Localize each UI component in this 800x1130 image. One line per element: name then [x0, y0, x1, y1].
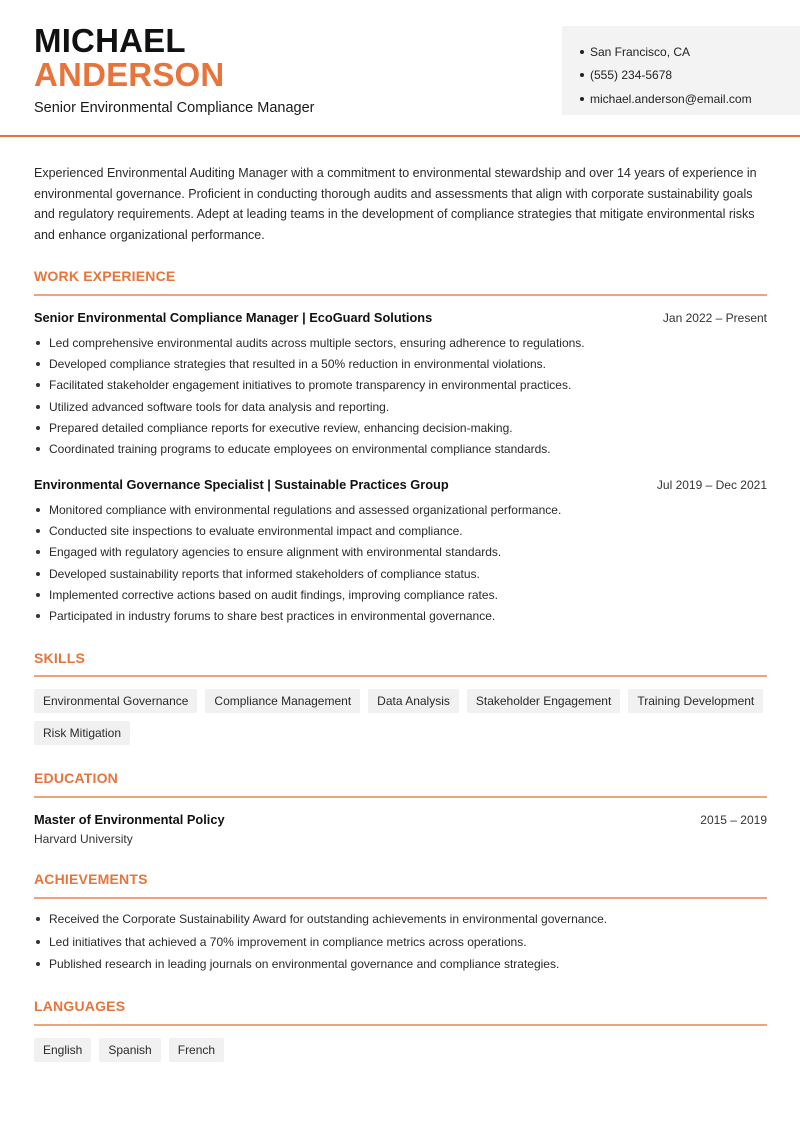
bullet-icon: [36, 508, 40, 512]
last-name: ANDERSON: [34, 56, 225, 93]
bullet-icon: [580, 97, 584, 101]
bullet-text: Conducted site inspections to evaluate environmental impact and compliance.: [49, 523, 463, 538]
section-divider: [34, 675, 767, 677]
list-item: [34, 332, 767, 353]
contact-text: San Francisco, CA: [590, 44, 691, 59]
bullet-text: Utilized advanced software tools for data analysis and reporting.: [49, 399, 390, 414]
bullet-text: Engaged with regulatory agencies to ensure alignment with environmental standards.: [49, 545, 502, 560]
job-dates: Jan 2022 – Present: [662, 311, 767, 325]
bullet-icon: [36, 593, 40, 597]
bullet-text: Monitored compliance with environmental regulations and assessed organizational performance.: [49, 502, 562, 517]
job-role: Senior Environmental Compliance Manager | EcoGuard Solutions: [34, 310, 433, 325]
job-dates: Jul 2019 – Dec 2021: [656, 478, 767, 492]
skill-tag: Risk Mitigation: [34, 721, 130, 745]
list-item: [34, 353, 767, 374]
list-item: [34, 499, 767, 520]
list-item: [34, 396, 767, 417]
bullet-icon: [36, 614, 40, 618]
section-title-education: EDUCATION: [34, 770, 118, 786]
contact-text: (555) 234-5678: [590, 68, 673, 83]
section-title-skills: SKILLS: [34, 650, 85, 666]
bullet-icon: [36, 550, 40, 554]
bullet-text: Prepared detailed compliance reports for executive review, enhancing decision-making.: [49, 420, 513, 435]
language-tag: French: [169, 1038, 224, 1062]
skill-tag: Environmental Governance: [34, 689, 197, 713]
education-school: Harvard University: [34, 832, 133, 846]
bullet-text: Implemented corrective actions based on audit findings, improving compliance rates.: [49, 587, 498, 602]
bullet-icon: [36, 383, 40, 387]
list-item: [34, 605, 767, 626]
section-title-achievements: ACHIEVEMENTS: [34, 871, 148, 887]
section-title-work-experience: WORK EXPERIENCE: [34, 268, 176, 284]
job-header: [34, 310, 767, 325]
bullet-text: Developed sustainability reports that informed stakeholders of compliance status.: [49, 566, 480, 581]
bullet-icon: [36, 405, 40, 409]
bullet-icon: [36, 341, 40, 345]
achievements-list: [34, 908, 767, 976]
list-item: [34, 542, 767, 563]
list-item: [34, 584, 767, 605]
contact-phone: [580, 64, 800, 88]
resume-header: [0, 0, 800, 137]
bullet-icon: [36, 917, 40, 921]
list-item: [34, 908, 767, 931]
contact-box: [562, 26, 800, 115]
list-item: [34, 563, 767, 584]
first-name: MICHAEL: [34, 22, 186, 59]
language-tags: [34, 1038, 774, 1062]
bullet-icon: [36, 362, 40, 366]
bullet-text: Developed compliance strategies that resulted in a 50% reduction in environmental violations.: [49, 356, 546, 371]
bullet-icon: [580, 73, 584, 77]
bullet-icon: [36, 940, 40, 944]
education-degree: Master of Environmental Policy: [34, 812, 225, 827]
bullet-icon: [580, 50, 584, 54]
section-divider: [34, 294, 767, 296]
list-item: [34, 953, 767, 976]
bullet-text: Participated in industry forums to share best practices in environmental governance.: [49, 609, 496, 624]
list-item: [34, 417, 767, 438]
skill-tag: Compliance Management: [205, 689, 360, 713]
contact-text: michael.anderson@email.com: [590, 91, 752, 106]
education-row: [34, 812, 767, 827]
list-item: [34, 438, 767, 459]
list-item: [34, 931, 767, 954]
job-header: [34, 477, 767, 492]
bullet-icon: [36, 426, 40, 430]
skill-tag: Stakeholder Engagement: [467, 689, 620, 713]
skills-tags: [34, 689, 774, 745]
bullet-text: Published research in leading journals on environmental governance and compliance strategies.: [49, 957, 560, 972]
bullet-icon: [36, 962, 40, 966]
summary-paragraph: Experienced Environmental Auditing Manager with a commitment to environmental stewardship and over 14 years of experience in environmental governance. Proficient in conducting thorough audits and assessments that align with corporate sustainability goals and regulatory requirements. Adept at leading teams in the development of compliance strategies that mitigate environmental risks and enhance organizational performance.: [34, 166, 757, 242]
bullet-text: Coordinated training programs to educate employees on environmental compliance standards.: [49, 442, 551, 457]
list-item: [34, 375, 767, 396]
bullet-text: Led comprehensive environmental audits across multiple sectors, ensuring adherence to regulations.: [49, 335, 585, 350]
section-divider: [34, 796, 767, 798]
contact-email: [580, 87, 800, 111]
bullet-icon: [36, 447, 40, 451]
job-role: Environmental Governance Specialist | Sustainable Practices Group: [34, 477, 449, 492]
skill-tag: Training Development: [628, 689, 763, 713]
contact-location: [580, 40, 800, 64]
bullet-icon: [36, 529, 40, 533]
section-title-languages: LANGUAGES: [34, 998, 126, 1014]
bullet-text: Received the Corporate Sustainability Award for outstanding achievements in environmental governance.: [49, 912, 608, 927]
job-bullets: [34, 499, 767, 627]
name-block: [34, 24, 224, 92]
bullet-text: Led initiatives that achieved a 70% improvement in compliance metrics across operations.: [49, 934, 527, 949]
section-divider: [34, 1024, 767, 1026]
education-dates: 2015 – 2019: [700, 813, 767, 827]
section-divider: [34, 897, 767, 899]
language-tag: English: [34, 1038, 91, 1062]
job-bullets: [34, 332, 767, 460]
education-entry: [34, 812, 767, 846]
language-tag: Spanish: [99, 1038, 160, 1062]
bullet-text: Facilitated stakeholder engagement initiatives to promote transparency in environmental practices.: [49, 378, 572, 393]
bullet-icon: [36, 572, 40, 576]
list-item: [34, 520, 767, 541]
job-title: Senior Environmental Compliance Manager: [34, 100, 315, 116]
skill-tag: Data Analysis: [368, 689, 459, 713]
